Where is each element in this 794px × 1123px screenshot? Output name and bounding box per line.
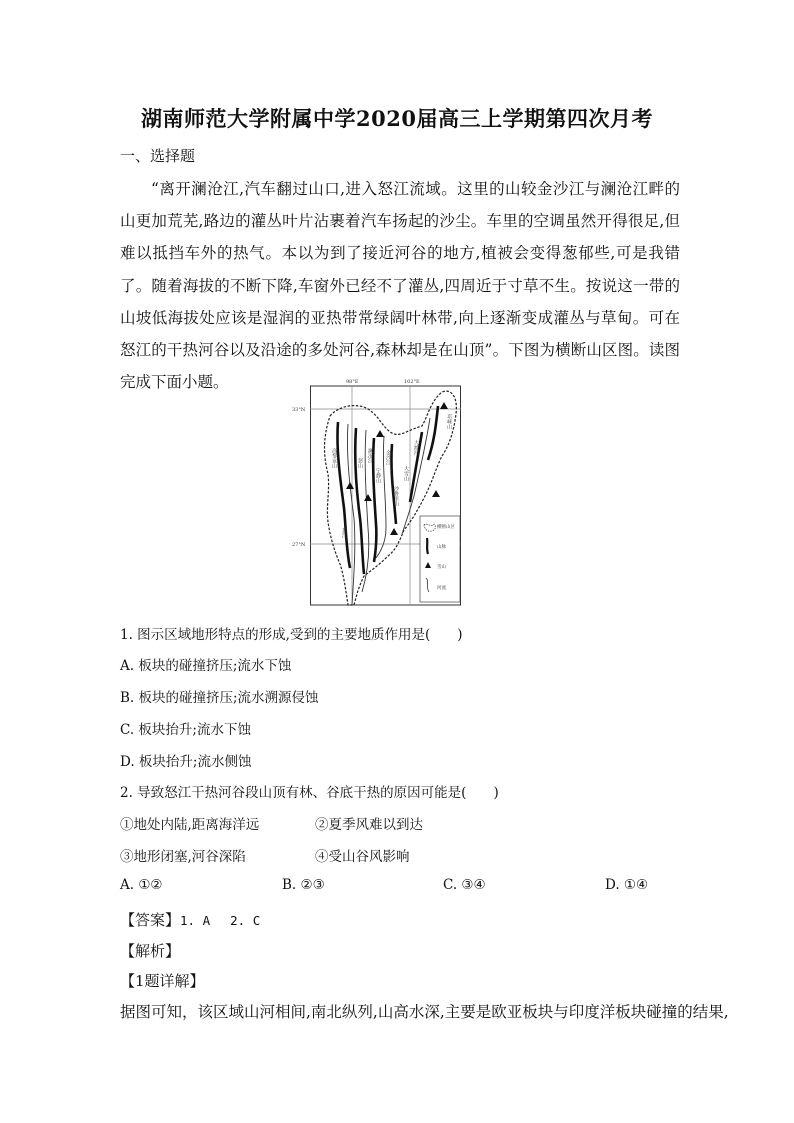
lon-label-102: 102°E	[404, 379, 420, 385]
label-shaluli: 沙鲁里山	[393, 486, 399, 506]
legend-region-label: 横断山区	[437, 525, 455, 530]
legend-river-label: 河流	[437, 586, 446, 591]
q1-option-c: C. 板块抬升;流水下蚀	[120, 722, 251, 738]
hengduan-map-figure	[292, 378, 462, 606]
analysis-label: 【解析】	[120, 942, 181, 960]
lat-label-33: 33°N	[292, 407, 306, 413]
q2-option-c: C. ③④	[443, 877, 486, 893]
label-lancangjiang: 澜沧江	[367, 448, 373, 463]
label-nushan: 怒山	[357, 458, 363, 468]
label-gaoligong: 高黎贡山	[331, 448, 337, 468]
label-qionglaishan: 邛崃山	[446, 414, 452, 429]
q2-statement-4: ④受山谷风影响	[315, 849, 410, 865]
page-title: 湖南师范大学附属中学2020届高三上学期第四次月考	[141, 106, 653, 131]
answer-text: 1. A 2. C	[180, 913, 261, 928]
q2-option-a: A. ①②	[120, 877, 163, 893]
detail-text: 据图可知，该区域山河相间,南北纵列,山高水深,主要是欧亚板块与印度洋板块碰撞的结果,	[120, 1003, 729, 1021]
answer-label: 【答案】	[120, 911, 181, 929]
q2-statement-3: ③地形闭塞,河谷深陷	[120, 849, 246, 865]
q2-option-b: B. ②③	[282, 877, 325, 893]
label-daduhe: 大渡河	[413, 440, 419, 455]
label-jinshajiang: 金沙江	[385, 450, 391, 465]
reading-passage: “离开澜沧江,汽车翻过山口,进入怒江流域。这里的山较金沙江与澜沧江畔的山更加荒芜,路边的灌丛叶片沾裹着汽车扬起的沙尘。车里的空调虽然开得很足,但难以抵挡车外的热气。本以为到了接近河谷的地方,植被会变得葱郁些,可是我错了。随着海拔的不断下降,车窗外已经不了灌丛,四周近于寸草不生。按说这一带的山坡低海拔处应该是湿润的亚热带常绿阔叶林带,向上逐渐变成灌丛与草甸。可在怒江的干热河谷以及沿途的多处河谷,森林却是在山顶”。下图为横断山区图。读图完成下面小题。	[120, 180, 680, 392]
label-daxueshan: 大雪山	[403, 466, 409, 481]
q1-option-a: A. 板块的碰撞挤压;流水下蚀	[120, 658, 292, 674]
detail-label: 【1题详解】	[120, 972, 205, 990]
lat-label-27: 27°N	[292, 542, 306, 548]
legend-mountain-label: 山脉	[437, 545, 446, 550]
legend-snow-label: 雪山	[437, 565, 446, 570]
section-heading: 一、选择题	[120, 147, 196, 165]
q2-option-d: D. ①④	[605, 877, 649, 893]
map-svg	[292, 378, 462, 606]
lon-label-98: 98°E	[346, 379, 359, 385]
q2-stem: 2. 导致怒江干热河谷段山顶有林、谷底干热的原因可能是( )	[120, 785, 499, 801]
label-ningjing: 宁静山	[375, 468, 381, 483]
q2-statement-2: ②夏季风难以到达	[315, 817, 423, 833]
q2-statement-1: ①地处内陆,距离海洋远	[120, 817, 260, 833]
label-nujiang: 怒江	[341, 528, 347, 538]
q1-option-d: D. 板块抬升;流水侧蚀	[120, 754, 252, 770]
q1-stem: 1. 图示区域地形特点的形成,受到的主要地质作用是( )	[120, 627, 463, 643]
q1-option-b: B. 板块的碰撞挤压;流水溯源侵蚀	[120, 690, 319, 706]
answer-line	[120, 909, 260, 930]
legend-mountain-icon	[427, 538, 428, 554]
